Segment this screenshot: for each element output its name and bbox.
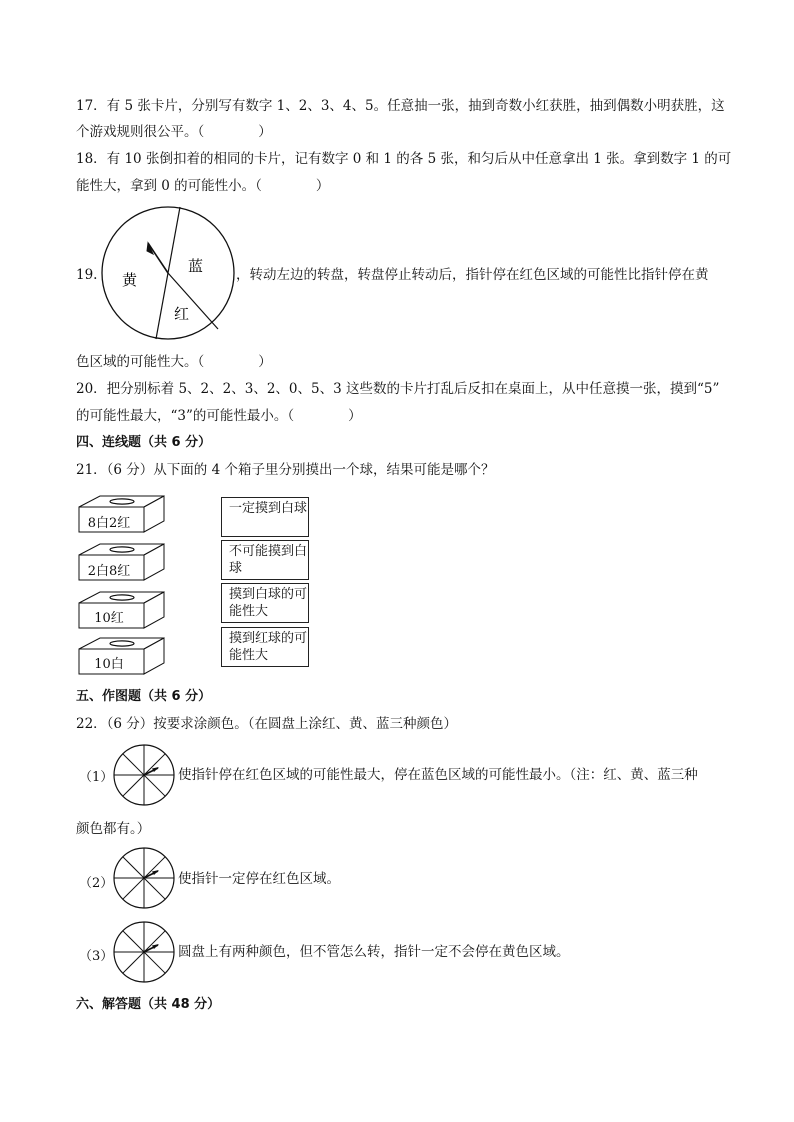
q19-text: ，转动左边的转盘，转盘停止转动后，指针停在红色区域的可能性比指针停在黄 (236, 267, 709, 283)
q20-line2: 的可能性最大，“3”的可能性最小。（ ） (76, 408, 362, 424)
q18-line1: 18．有 10 张倒扣着的相同的卡片，记有数字 0 和 1 的各 5 张，和匀后从中任意拿出 1 张。拿到数字 1 的可 (76, 151, 732, 167)
q19-number: 19. (76, 267, 98, 283)
spinner-label-yellow: 黄 (122, 271, 138, 289)
spinner-label-blue: 蓝 (188, 257, 204, 275)
q22-item-1-label: （1） (79, 770, 114, 785)
q17-line2: 个游戏规则很公平。（ ） (76, 124, 272, 140)
q22-disc-2 (112, 846, 176, 910)
q19-spinner (100, 205, 236, 341)
q21-option-3: 摸到白球的可能性大 (221, 583, 309, 623)
section4-title: 四、连线题（共 6 分） (76, 435, 212, 450)
q22-disc-3 (112, 920, 176, 984)
q21-option-1: 一定摸到白球 (221, 497, 309, 537)
q22-item-2-label: （2） (79, 876, 114, 891)
spinner-label-red: 红 (174, 305, 190, 323)
q19-line2: 色区域的可能性大。（ ） (76, 354, 272, 370)
q22-item-3-label: （3） (79, 949, 114, 964)
q22-item-3-text: 圆盘上有两种颜色，但不管怎么转，指针一定不会停在黄色区域。 (178, 944, 570, 960)
q17-line1: 17．有 5 张卡片，分别写有数字 1、2、3、4、5。任意抽一张，抽到奇数小红获胜，抽到偶数小明获胜，这 (76, 98, 725, 114)
q22-item-1-text2: 颜色都有。） (76, 821, 151, 837)
q21-box-3-label: 10红 (94, 611, 124, 626)
q22-item-1-text: 使指针停在红色区域的可能性最大，停在蓝色区域的可能性最小。（注：红、黄、蓝三种 (178, 767, 698, 783)
q22-disc-1 (112, 743, 176, 807)
section5-title: 五、作图题（共 6 分） (76, 689, 212, 704)
q18-line2: 能性大，拿到 0 的可能性小。（ ） (76, 178, 330, 194)
q21-option-2: 不可能摸到白球 (221, 540, 309, 580)
q21-box-1-label: 8白2红 (87, 516, 131, 531)
q21-text: 21．（6 分）从下面的 4 个箱子里分别摸出一个球，结果可能是哪个？ (76, 462, 495, 478)
q20-line1: 20．把分别标着 5、2、2、3、2、0、5、3 这些数的卡片打乱后反扣在桌面上，从中任意摸一张，摸到“5” (76, 381, 720, 397)
q22-item-2-text: 使指针一定停在红色区域。 (178, 871, 340, 887)
q21-box-4-label: 10白 (94, 657, 124, 672)
q21-option-4: 摸到红球的可能性大 (221, 627, 309, 667)
q21-box-2-label: 2白8红 (87, 564, 131, 579)
section6-title: 六、解答题（共 48 分） (76, 997, 221, 1012)
q22-text: 22．（6 分）按要求涂颜色。（在圆盘上涂红、黄、蓝三种颜色） (76, 716, 458, 732)
